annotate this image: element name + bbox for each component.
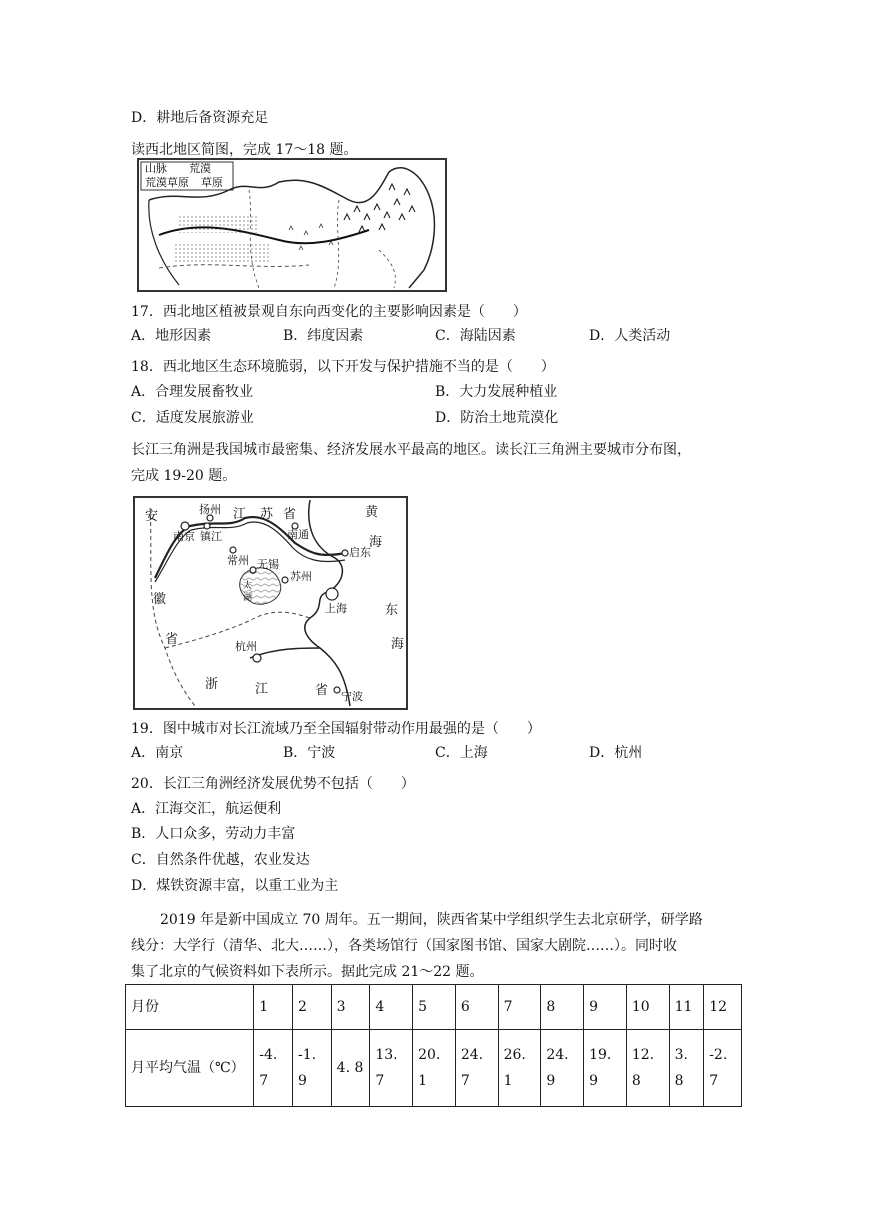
legend-mountain: 山脉 [145,162,167,175]
city-qidong-marker [342,550,348,556]
month-cell: 12 [704,985,742,1030]
month-cell: 6 [455,985,498,1030]
label-shanghai: 上海 [325,602,347,615]
temp-cell: 19. 9 [584,1030,627,1107]
sea-hai2: 海 [391,637,405,652]
beijing-climate-table [125,984,742,1107]
q19-option-d: D．杭州 [589,745,643,761]
temp-cell: 12. 8 [626,1030,669,1107]
temp-cell: 3. 8 [669,1030,704,1107]
yangtze-delta-map [133,496,408,710]
temp-cell: -4. 7 [254,1030,293,1107]
q19-stem: 19．图中城市对长江流域乃至全国辐射带动作用最强的是（ ） [131,721,541,737]
northwest-map [137,158,447,292]
label-wuxi: 无锡 [257,558,279,571]
legend-desert: 荒漠 [189,162,211,175]
city-wuxi-marker [250,567,256,573]
month-cell: 3 [331,985,370,1030]
q18-option-d: D．防治土地荒漠化 [435,410,559,426]
q20-option-c: C．自然条件优越，农业发达 [131,852,310,868]
sea-hai1: 海 [369,535,383,550]
region-jiang2: 江 [255,682,269,697]
city-hangzhou-marker [253,654,261,662]
temp-cell: 26. 1 [498,1030,541,1107]
city-nanjing-marker [181,522,189,530]
region-su: 苏 [260,507,274,522]
month-cell: 7 [498,985,541,1030]
lake-hu: 湖 [243,593,253,603]
q20-option-b: B．人口众多，劳动力丰富 [131,826,296,842]
temp-cell: 24. 9 [541,1030,584,1107]
q17-option-b: B．纬度因素 [283,328,364,344]
header-month: 月份 [126,985,254,1030]
sea-huang: 黄 [365,505,379,520]
temp-cell: -1. 9 [292,1030,331,1107]
month-cell: 1 [254,985,293,1030]
table-row-month [126,985,742,1030]
q19-option-c: C．上海 [435,745,488,761]
label-nanjing: 南京 [173,530,195,543]
month-cell: 5 [413,985,456,1030]
city-changzhou-marker [230,547,236,553]
region-sheng3: 省 [315,683,329,698]
temp-cell: 4. 8 [331,1030,370,1107]
intro-17-18: 读西北地区简图，完成 17～18 题。 [131,142,358,158]
q17-option-a: A．地形因素 [131,328,212,344]
intro-19-20-line1: 长江三角洲是我国城市最密集、经济发展水平最高的地区。读长江三角洲主要城市分布图， [131,442,691,458]
q18-option-a: A．合理发展畜牧业 [131,384,254,400]
region-zhe: 浙 [205,677,219,692]
month-cell: 8 [541,985,584,1030]
region-jiang1: 江 [233,507,247,522]
month-cell: 4 [370,985,413,1030]
temp-cell: 13. 7 [370,1030,413,1107]
label-ningbo: 宁波 [341,690,363,703]
legend-steppe: 草原 [201,176,223,189]
city-zhenjiang-marker [204,523,210,529]
sea-dong: 东 [385,603,399,618]
q17-option-c: C．海陆因素 [435,328,516,344]
intro-19-20-line2: 完成 19-20 题。 [131,468,237,484]
intro-21-22-line3: 集了北京的气候资料如下表所示。据此完成 21～22 题。 [131,964,484,980]
region-an: 安 [145,509,159,524]
q18-option-b: B．大力发展种植业 [435,384,558,400]
intro-21-22-line1: 2019 年是新中国成立 70 周年。五一期间，陕西省某中学组织学生去北京研学，研学路 [160,912,703,928]
q20-option-a: A．江海交汇，航运便利 [131,801,282,817]
month-cell: 2 [292,985,331,1030]
temp-cell: 24. 7 [455,1030,498,1107]
label-qidong: 启东 [349,546,371,559]
label-nantong: 南通 [287,528,309,541]
q19-option-a: A．南京 [131,745,184,761]
intro-21-22-line2: 线分：大学行（清华、北大……），各类场馆行（国家图书馆、国家大剧院……）。同时收 [131,938,677,954]
label-zhenjiang: 镇江 [200,530,222,543]
q17-stem: 17．西北地区植被景观自东向西变化的主要影响因素是（ ） [131,304,527,320]
region-sheng1: 省 [165,632,179,647]
city-shanghai-marker [326,588,338,600]
q19-option-b: B．宁波 [283,745,336,761]
q16-option-d: D．耕地后备资源充足 [131,110,269,126]
label-hangzhou: 杭州 [235,640,257,653]
label-suzhou: 苏州 [290,570,312,583]
region-hui: 徽 [153,592,167,607]
q20-option-d: D．煤铁资源丰富，以重工业为主 [131,878,339,894]
legend-desert-steppe: 荒漠草原 [145,176,189,189]
table-row-temperature [126,1030,742,1107]
lake-tai: 太 [243,581,253,591]
label-changzhou: 常州 [227,554,249,567]
month-cell: 11 [669,985,704,1030]
label-yangzhou: 扬州 [199,503,221,516]
city-suzhou-marker [282,577,288,583]
city-ningbo-marker [334,687,340,693]
month-cell: 9 [584,985,627,1030]
q18-stem: 18．西北地区生态环境脆弱，以下开发与保护措施不当的是（ ） [131,359,555,375]
month-cell: 10 [626,985,669,1030]
temp-cell: 20. 1 [413,1030,456,1107]
header-temperature: 月平均气温（℃） [126,1030,254,1107]
q20-stem: 20．长江三角洲经济发展优势不包括（ ） [131,776,415,792]
temp-cell: -2. 7 [704,1030,742,1107]
q18-option-c: C．适度发展旅游业 [131,410,254,426]
region-sheng2: 省 [283,507,297,522]
q17-option-d: D．人类活动 [589,328,671,344]
